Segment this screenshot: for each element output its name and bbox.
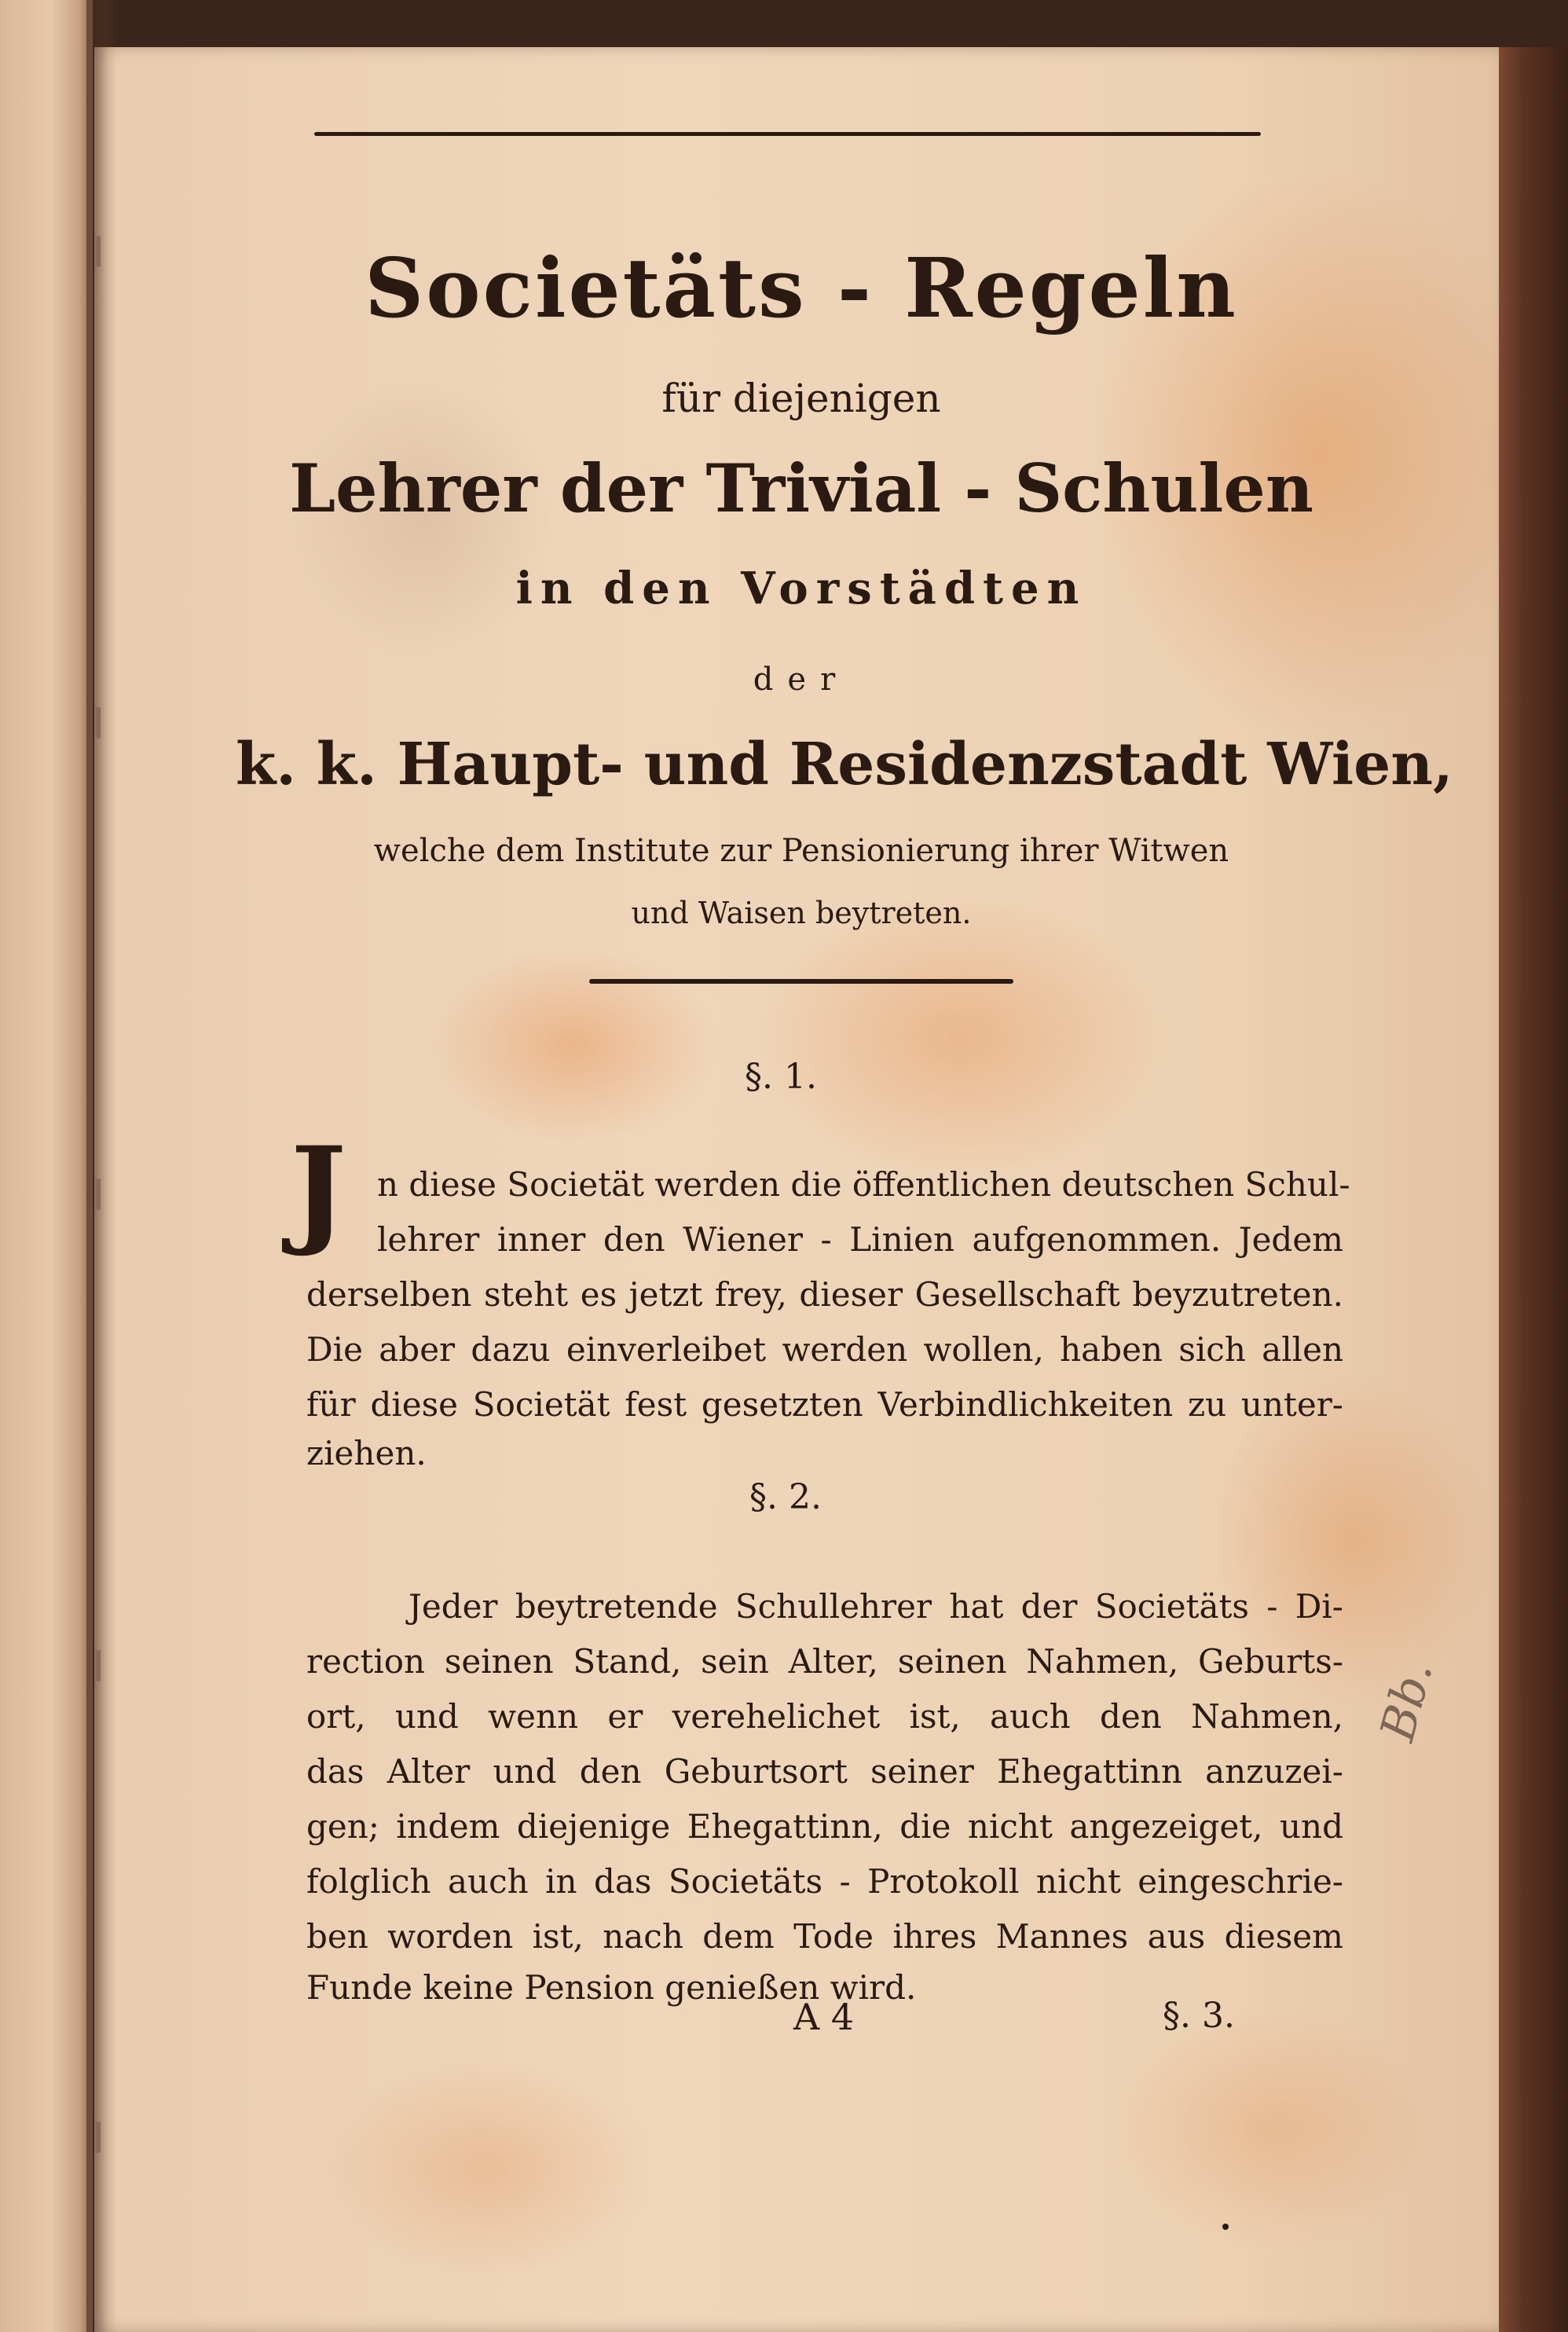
drop-cap: J [291,1121,346,1260]
title-second: Lehrer der Trivial - Schulen [289,449,1313,527]
title-main: Societäts - Regeln [365,240,1238,336]
handwritten-marginalia: Bb. [1369,1655,1444,1747]
title-third: in den Vorstädten [515,563,1087,614]
section-2-line-6: folglich auch in das Societäts - Protokoll nicht eingeschrie- [306,1862,1343,1901]
catchword: §. 3. [1163,1996,1235,2036]
section-1-line-1: n diese Societät werden die öffentlichen deutschen Schul- [377,1165,1350,1204]
section-1-line-4: Die aber dazu einverleibet werden wollen, haben sich allen [306,1330,1343,1369]
title-city: k. k. Haupt- und Residenzstadt Wien, [236,731,1453,798]
section-2-line-7: ben worden ist, nach dem Tode ihres Mannes aus diesem [306,1917,1343,1956]
title-description-line-2: und Waisen beytreten. [631,896,972,930]
section-2-heading: §. 2. [749,1477,822,1517]
title-sub: für diejenigen [661,376,941,421]
ink-dot [1222,2224,1229,2230]
section-2-line-4: das Alter und den Geburtsort seiner Ehegattinn anzuzei- [306,1752,1343,1791]
section-2-line-8: Funde keine Pension genießen wird. [306,1968,917,2007]
section-1-line-2: lehrer inner den Wiener - Linien aufgenommen. Jedem [377,1220,1343,1259]
section-2-line-1: Jeder beytretende Schullehrer hat der Societäts - Di- [408,1587,1343,1626]
section-1-line-5: für diese Societät fest gesetzten Verbindlichkeiten zu unter- [306,1385,1343,1424]
section-1-line-6: ziehen. [306,1434,427,1472]
section-2-line-5: gen; indem diejenige Ehegattinn, die nicht angezeiget, und [306,1807,1343,1846]
signature-mark: A 4 [793,1996,855,2038]
title-der: der [753,662,850,698]
title-description-line-1: welche dem Institute zur Pensionierung ihrer Witwen [373,833,1229,869]
section-2-line-3: ort, und wenn er verehelichet ist, auch den Nahmen, [306,1697,1343,1736]
top-rule [314,132,1261,136]
middle-rule [589,979,1013,984]
section-2-line-2: rection seinen Stand, sein Alter, seinen Nahmen, Geburts- [306,1642,1343,1681]
section-1-heading: §. 1. [745,1057,817,1097]
section-1-line-3: derselben steht es jetzt frey, dieser Gesellschaft beyzutreten. [306,1275,1343,1314]
